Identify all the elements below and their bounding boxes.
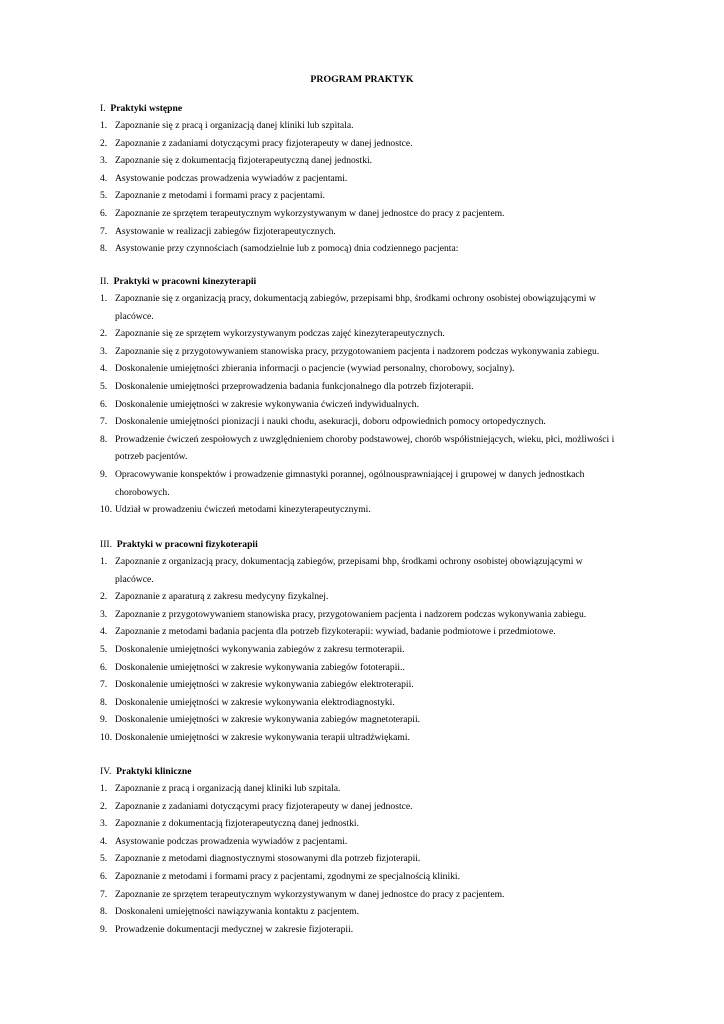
list-item-text: [115, 466, 630, 501]
list-item-line-continued: placówce.: [115, 310, 154, 322]
list-item-line-continued: potrzeb pacjentów.: [115, 451, 188, 463]
list-item-number: 7.: [100, 225, 108, 237]
list-item: [100, 886, 630, 904]
list-item-line: Zapoznanie się z przygotowywaniem stanowiska pracy, przygotowaniem pacjenta i nadzorem podczas wykonywania zabiegu.: [115, 345, 600, 357]
list-item: [100, 729, 630, 747]
list-item: [100, 325, 630, 343]
list-item-number: 9.: [100, 468, 108, 480]
list-item: [100, 606, 630, 624]
list-item-number: 3.: [100, 608, 108, 620]
list-item: [100, 187, 630, 205]
list-item-text: [115, 431, 630, 466]
list-item-text: [115, 694, 630, 712]
list-item-line: Zapoznanie się z pracą i organizacją danej kliniki lub szpitala.: [115, 120, 354, 131]
list-item: [100, 641, 630, 659]
list-item-number: 2.: [100, 137, 108, 149]
list-item-text: [115, 396, 630, 414]
list-item-text: [115, 501, 630, 519]
list-item-text: [115, 117, 630, 135]
list-item-text: [115, 903, 630, 921]
list-item: [100, 623, 630, 641]
list-item-text: [115, 833, 630, 851]
list-item-number: 1.: [100, 783, 108, 794]
list-item: [100, 396, 630, 414]
list-item: [100, 466, 630, 501]
list-item-number: 10.: [100, 731, 112, 743]
list-item-text: [115, 641, 630, 659]
list-item-line: Zapoznanie z zadaniami dotyczącymi pracy fizjoterapeuty w danej jednostce.: [115, 800, 413, 812]
list-item: [100, 850, 630, 868]
section-number: III.: [100, 539, 112, 550]
list-item-line: Asystowanie podczas prowadzenia wywiadów z pacjentami.: [115, 172, 348, 184]
list-item-text: [115, 729, 630, 747]
list-item-line: Doskonaleni umiejętności nawiązywania kontaktu z pacjentem.: [115, 906, 360, 918]
list-item: [100, 290, 630, 325]
list-item-line: Doskonalenie umiejętności przeprowadzenia badania funkcjonalnego dla potrzeb fizjoterapii.: [115, 380, 474, 392]
list-item-number: 8.: [100, 243, 108, 255]
list-item-text: [115, 290, 630, 325]
list-item-text: [115, 240, 630, 258]
list-item-number: 8.: [100, 433, 108, 445]
list-item-number: 2.: [100, 800, 108, 812]
section-title: Praktyki wstępne: [110, 103, 183, 114]
list-item-text: [115, 623, 630, 641]
list-item-line: Opracowywanie konspektów i prowadzenie gimnastyki porannej, ogólnousprawniającej i grupowej w danych jednostkach: [115, 468, 585, 480]
list-item: [100, 170, 630, 188]
list-item-line: Zapoznanie się z dokumentacją fizjoterapeutyczną danej jednostki.: [115, 155, 373, 167]
list-item-line: Doskonalenie umiejętności pionizacji i nauki chodu, asekuracji, doboru odpowiednich pomocy ortopedycznych.: [115, 416, 546, 428]
list-item-text: [115, 378, 630, 396]
list-item: [100, 413, 630, 431]
list-item: [100, 780, 630, 798]
list-item-line-continued: placówce.: [115, 573, 154, 585]
list-item-line: Zapoznanie z przygotowywaniem stanowiska pracy, przygotowaniem pacjenta i nadzorem podczas wykonywania zabiegu.: [115, 608, 587, 620]
list-item-line: Zapoznanie ze sprzętem terapeutycznym wykorzystywanym w danej jednostce do pracy z pacjentem.: [115, 207, 505, 219]
list-item-number: 10.: [100, 504, 112, 516]
list-item-line: Zapoznanie ze sprzętem terapeutycznym wykorzystywanym w danej jednostce do pracy z pacjentem.: [115, 888, 505, 900]
list-item-line: Doskonalenie umiejętności zbierania informacji o pacjencie (wywiad personalny, chorobowy, socjalny).: [115, 363, 515, 375]
section-title: Praktyki w pracowni kinezyterapii: [113, 276, 257, 287]
list-item-text: [115, 588, 630, 606]
list-item: [100, 815, 630, 833]
list-item-line: Zapoznanie z metodami diagnostycznymi stosowanymi dla potrzeb fizjoterapii.: [115, 853, 421, 865]
list-item-line: Udział w prowadzeniu ćwiczeń metodami kinezyterapeutycznymi.: [115, 504, 371, 516]
list-item-text: [115, 606, 630, 624]
list-item-number: 4.: [100, 363, 108, 375]
list-item-number: 5.: [100, 853, 108, 865]
list-item-line: Prowadzenie ćwiczeń zespołowych z uwzględnieniem choroby podstawowej, chorób współistniejących, wieku, płci, możliwości i: [115, 433, 615, 445]
section-title: Praktyki w pracowni fizykoterapii: [116, 539, 258, 550]
list-item: [100, 798, 630, 816]
list-item-line: Zapoznanie z metodami i formami pracy z pacjentami, zgodnymi ze specjalnością kliniki.: [115, 870, 460, 882]
list-item-number: 1.: [100, 120, 108, 131]
list-item-number: 4.: [100, 172, 108, 184]
list-item-line: Asystowanie podczas prowadzenia wywiadów z pacjentami.: [115, 835, 348, 847]
section-praktyki-kliniczne: [100, 763, 630, 938]
list-item-line: Zapoznanie z organizacją pracy, dokumentacją zabiegów, przepisami bhp, środkami ochrony osobistej obowiązującymi w: [115, 556, 583, 567]
list-item-text: [115, 170, 630, 188]
list-item-text: [115, 780, 630, 798]
list-item-text: [115, 553, 630, 588]
list-item: [100, 694, 630, 712]
list-item-number: 8.: [100, 906, 108, 918]
list-item: [100, 676, 630, 694]
list-item-line: Zapoznanie z metodami badania pacjenta dla potrzeb fizykoterapii: wywiad, badanie podmiotowe i przedmiotowe.: [115, 626, 556, 638]
list-item-number: 6.: [100, 870, 108, 882]
section-heading: [100, 763, 630, 780]
list-item-number: 4.: [100, 626, 108, 638]
list-item-text: [115, 921, 630, 939]
section-heading: [100, 100, 630, 117]
list-item-number: 5.: [100, 643, 108, 655]
list-item-text: [115, 676, 630, 694]
list-item-number: 6.: [100, 661, 108, 673]
list-item-number: 7.: [100, 679, 108, 691]
list-item-text: [115, 868, 630, 886]
list-item-line: Doskonalenie umiejętności w zakresie wykonywania ćwiczeń indywidualnych.: [115, 398, 419, 410]
section-number: I.: [100, 103, 106, 114]
list-item-line: Zapoznanie z metodami i formami pracy z pacjentami.: [115, 190, 325, 202]
list-item-text: [115, 325, 630, 343]
list-item: [100, 378, 630, 396]
list-item-line-continued: chorobowych.: [115, 486, 170, 498]
list-item-number: 7.: [100, 888, 108, 900]
list-item: [100, 711, 630, 729]
list-item-text: [115, 798, 630, 816]
list-item-number: 6.: [100, 207, 108, 219]
list-item-line: Asystowanie przy czynnościach (samodzielnie lub z pomocą) dnia codziennego pacjenta:: [115, 243, 459, 255]
list-item-text: [115, 711, 630, 729]
list-item-text: [115, 815, 630, 833]
list-item: [100, 360, 630, 378]
list-item: [100, 588, 630, 606]
list-item-number: 5.: [100, 380, 108, 392]
list-item-text: [115, 223, 630, 241]
list-item-number: 8.: [100, 696, 108, 708]
list-item-text: [115, 187, 630, 205]
list-item: [100, 659, 630, 677]
list-item-text: [115, 413, 630, 431]
list-item: [100, 117, 630, 135]
list-item-text: [115, 152, 630, 170]
list-item: [100, 553, 630, 588]
list-item-line: Doskonalenie umiejętności w zakresie wykonywania zabiegów elektroterapii.: [115, 679, 414, 691]
page-title: PROGRAM PRAKTYK: [310, 74, 414, 85]
list-item-text: [115, 360, 630, 378]
list-item-line: Doskonalenie umiejętności w zakresie wykonywania elektrodiagnostyki.: [115, 696, 395, 708]
list-item-number: 7.: [100, 416, 108, 428]
list-item-line: Doskonalenie umiejętności w zakresie wykonywania zabiegów fototerapii..: [115, 661, 405, 673]
list-item-line: Zapoznanie z dokumentacją fizjoterapeutyczną danej jednostki.: [115, 818, 359, 830]
list-item-line: Zapoznanie z aparaturą z zakresu medycyny fizykalnej.: [115, 591, 329, 603]
list-item-line: Doskonalenie umiejętności w zakresie wykonywania terapii ultradźwiękami.: [115, 731, 410, 743]
list-item: [100, 431, 630, 466]
list-item: [100, 135, 630, 153]
section-title: Praktyki kliniczne: [116, 766, 192, 777]
list-item-line: Asystowanie w realizacji zabiegów fizjoterapeutycznych.: [115, 225, 336, 237]
list-item: [100, 868, 630, 886]
section-number: II.: [100, 276, 109, 287]
list-item: [100, 921, 630, 939]
list-item-number: 3.: [100, 345, 108, 357]
list-item-text: [115, 135, 630, 153]
list-item: [100, 205, 630, 223]
list-item: [100, 240, 630, 258]
list-item-number: 9.: [100, 714, 108, 726]
list-item-text: [115, 205, 630, 223]
list-item-number: 3.: [100, 818, 108, 830]
list-item-text: [115, 850, 630, 868]
list-item-text: [115, 343, 630, 361]
list-item-number: 1.: [100, 556, 108, 567]
list-item-number: 1.: [100, 293, 108, 304]
section-number: IV.: [100, 766, 112, 777]
list-item: [100, 903, 630, 921]
list-item-line: Zapoznanie z pracą i organizacją danej kliniki lub szpitala.: [115, 783, 341, 794]
list-item: [100, 223, 630, 241]
list-item-text: [115, 886, 630, 904]
section-praktyki-fizykoterapii: [100, 536, 630, 747]
list-item-number: 4.: [100, 835, 108, 847]
list-item-number: 2.: [100, 591, 108, 603]
list-item: [100, 343, 630, 361]
section-praktyki-kinezyterapii: [100, 273, 630, 519]
list-item-number: 5.: [100, 190, 108, 202]
list-item: [100, 152, 630, 170]
section-heading: [100, 536, 630, 553]
list-item-line: Zapoznanie z zadaniami dotyczącymi pracy fizjoterapeuty w danej jednostce.: [115, 137, 413, 149]
list-item-text: [115, 659, 630, 677]
list-item-number: 6.: [100, 398, 108, 410]
section-praktyki-wstepne: [100, 100, 630, 258]
list-item-line: Zapoznanie się ze sprzętem wykorzystywanym podczas zajęć kinezyterapeutycznych.: [115, 328, 445, 340]
list-item-number: 2.: [100, 328, 108, 340]
list-item-number: 9.: [100, 923, 108, 935]
list-item: [100, 833, 630, 851]
section-heading: [100, 273, 630, 290]
list-item: [100, 501, 630, 519]
list-item-number: 3.: [100, 155, 108, 167]
list-item-line: Zapoznanie się z organizacją pracy, dokumentacją zabiegów, przepisami bhp, środkami ochrony osobistej obowiązującymi w: [115, 293, 596, 304]
list-item-line: Doskonalenie umiejętności wykonywania zabiegów z zakresu termoterapii.: [115, 643, 405, 655]
list-item-line: Prowadzenie dokumentacji medycznej w zakresie fizjoterapii.: [115, 923, 354, 935]
list-item-line: Doskonalenie umiejętności w zakresie wykonywania zabiegów magnetoterapii.: [115, 714, 421, 726]
